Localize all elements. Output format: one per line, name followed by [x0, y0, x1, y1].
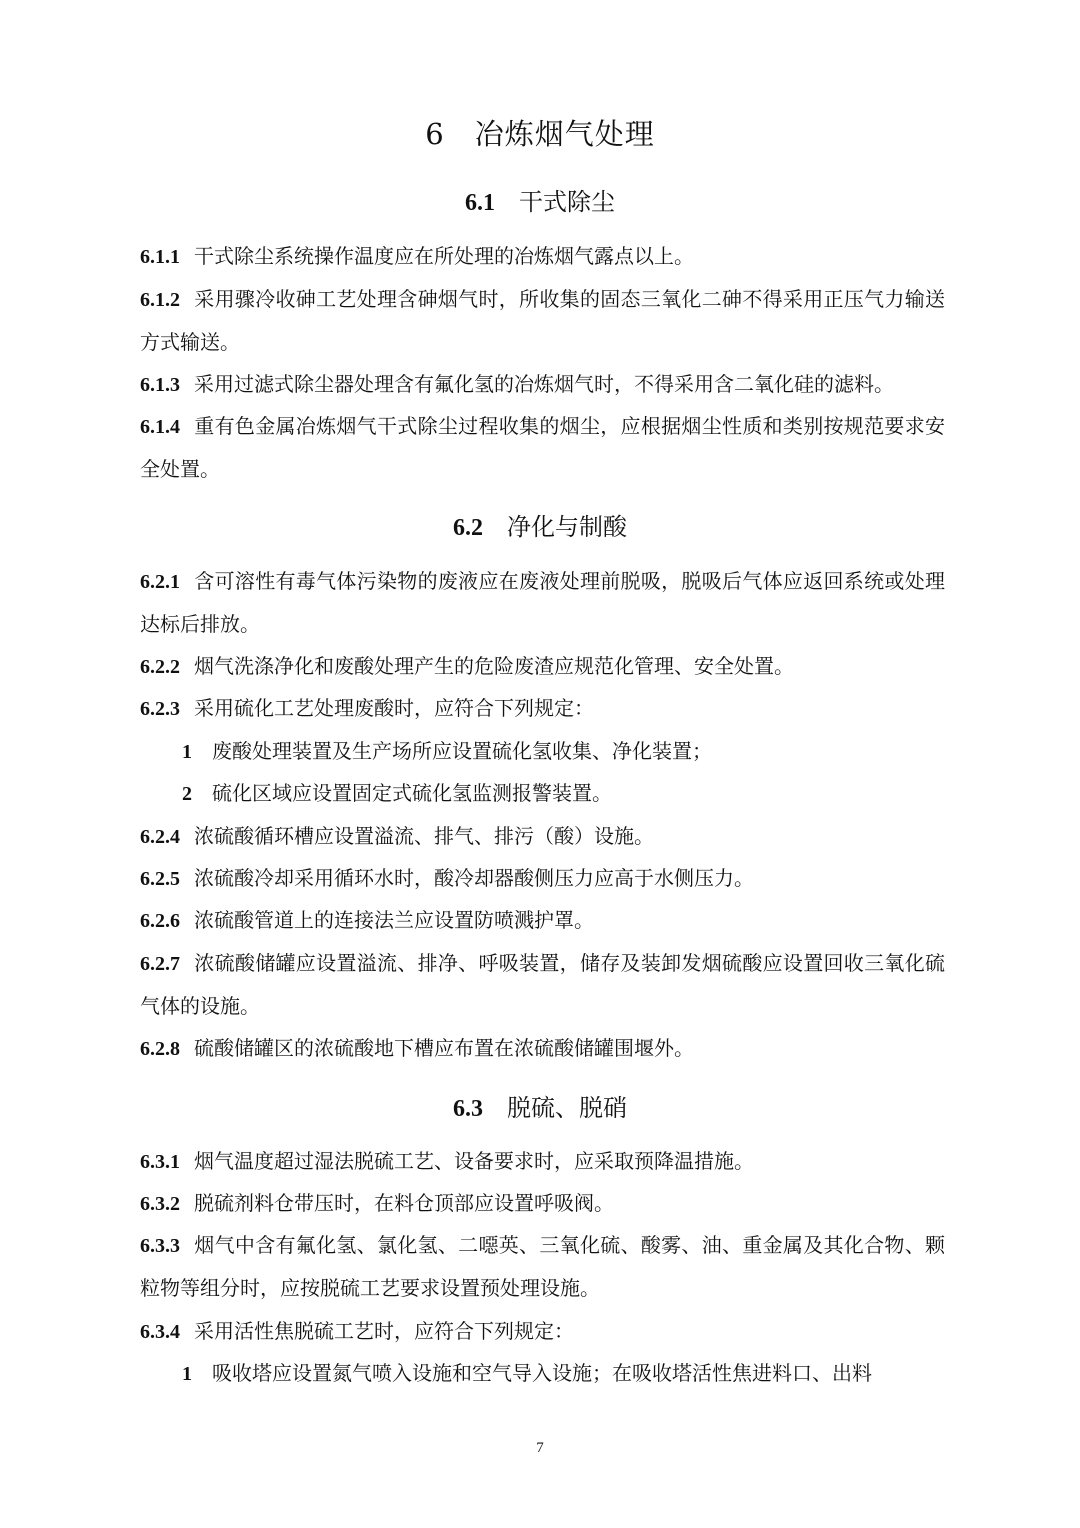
clause-number: 6.1.4	[140, 416, 180, 438]
item-text: 废酸处理装置及生产场所应设置硫化氢收集、净化装置；	[212, 739, 712, 763]
clause-number: 6.3.2	[140, 1193, 180, 1215]
clause-text: 采用过滤式除尘器处理含有氟化氢的冶炼烟气时，不得采用含二氧化硅的滤料。	[194, 372, 894, 396]
clause-6-2-8	[140, 1027, 945, 1070]
clause-6-2-3	[140, 687, 945, 730]
clause-text: 浓硫酸冷却采用循环水时，酸冷却器酸侧压力应高于水侧压力。	[194, 866, 754, 890]
clause-text: 脱硫剂料仓带压时，在料仓顶部应设置呼吸阀。	[194, 1191, 614, 1215]
section-title-6-1	[0, 182, 1080, 217]
clause-number: 6.2.8	[140, 1038, 180, 1060]
section-number: 6.3	[453, 1096, 483, 1122]
clause-text: 重有色金属冶炼烟气干式除尘过程收集的烟尘，应根据烟尘性质和类别按规范要求安全处置。	[140, 414, 945, 481]
chapter-title: 6 冶炼烟气处理	[425, 117, 655, 151]
item-number: 2	[182, 783, 192, 805]
clause-number: 6.2.6	[140, 910, 180, 932]
item-text: 硫化区域应设置固定式硫化氢监测报警装置。	[212, 781, 612, 805]
clause-text: 采用活性焦脱硫工艺时，应符合下列规定：	[194, 1319, 574, 1343]
clause-6-2-5	[140, 857, 945, 900]
clause-text: 浓硫酸储罐应设置溢流、排净、呼吸装置，储存及装卸发烟硫酸应设置回收三氧化硫气体的设施。	[140, 951, 945, 1018]
clause-number: 6.2.1	[140, 571, 180, 593]
item-number: 1	[182, 1363, 192, 1385]
clause-6-2-1	[140, 560, 945, 645]
clause-6-3-2	[140, 1182, 945, 1225]
clause-6-2-4	[140, 815, 945, 858]
clause-number: 6.2.3	[140, 698, 180, 720]
clause-number: 6.2.2	[140, 656, 180, 678]
clause-6-2-2	[140, 645, 945, 688]
clause-text: 采用骤冷收砷工艺处理含砷烟气时，所收集的固态三氧化二砷不得采用正压气力输送方式输送。	[140, 287, 945, 354]
section-number: 6.2	[453, 515, 483, 541]
clause-6-3-3	[140, 1224, 945, 1309]
clause-number: 6.2.4	[140, 826, 180, 848]
clause-number: 6.1.3	[140, 374, 180, 396]
clause-text: 烟气温度超过湿法脱硫工艺、设备要求时，应采取预降温措施。	[194, 1149, 754, 1173]
clause-text: 浓硫酸循环槽应设置溢流、排气、排污（酸）设施。	[194, 824, 654, 848]
section-title-6-3	[0, 1088, 1080, 1123]
clause-6-1-3	[140, 363, 945, 406]
clause-6-2-6	[140, 899, 945, 942]
clause-number: 6.2.7	[140, 953, 180, 975]
clause-text: 采用硫化工艺处理废酸时，应符合下列规定：	[194, 696, 594, 720]
clause-6-2-7	[140, 942, 945, 1027]
section-number: 6.1	[465, 190, 495, 216]
list-item-6-2-3-1	[182, 730, 947, 773]
clause-6-1-4	[140, 405, 945, 490]
section-name: 净化与制酸	[507, 513, 627, 541]
clause-6-1-1	[140, 235, 945, 278]
clause-number: 6.1.1	[140, 246, 180, 268]
clause-text: 硫酸储罐区的浓硫酸地下槽应布置在浓硫酸储罐围堰外。	[194, 1036, 694, 1060]
clause-6-3-4	[140, 1310, 945, 1353]
section-name: 脱硫、脱硝	[507, 1094, 627, 1122]
clause-text: 烟气洗涤净化和废酸处理产生的危险废渣应规范化管理、安全处置。	[194, 654, 794, 678]
clause-text: 含可溶性有毒气体污染物的废液应在废液处理前脱吸，脱吸后气体应返回系统或处理达标后排放。	[140, 569, 945, 636]
clause-number: 6.3.4	[140, 1321, 180, 1343]
item-text: 吸收塔应设置氮气喷入设施和空气导入设施；在吸收塔活性焦进料口、出料	[212, 1361, 872, 1385]
clause-number: 6.1.2	[140, 289, 180, 311]
section-title-6-2	[0, 507, 1080, 542]
clause-number: 6.3.1	[140, 1151, 180, 1173]
page-number: 7	[536, 1440, 544, 1456]
item-number: 1	[182, 741, 192, 763]
clause-text: 干式除尘系统操作温度应在所处理的冶炼烟气露点以上。	[194, 244, 694, 268]
clause-text: 浓硫酸管道上的连接法兰应设置防喷溅护罩。	[194, 908, 594, 932]
clause-6-3-1	[140, 1140, 945, 1183]
clause-number: 6.3.3	[140, 1235, 180, 1257]
clause-number: 6.2.5	[140, 868, 180, 890]
clause-text: 烟气中含有氟化氢、氯化氢、二噁英、三氧化硫、酸雾、油、重金属及其化合物、颗粒物等组分时，应按脱硫工艺要求设置预处理设施。	[140, 1233, 945, 1300]
list-item-6-2-3-2	[182, 772, 947, 815]
list-item-6-3-4-1	[182, 1352, 947, 1395]
clause-6-1-2	[140, 278, 945, 363]
section-name: 干式除尘	[519, 188, 615, 216]
